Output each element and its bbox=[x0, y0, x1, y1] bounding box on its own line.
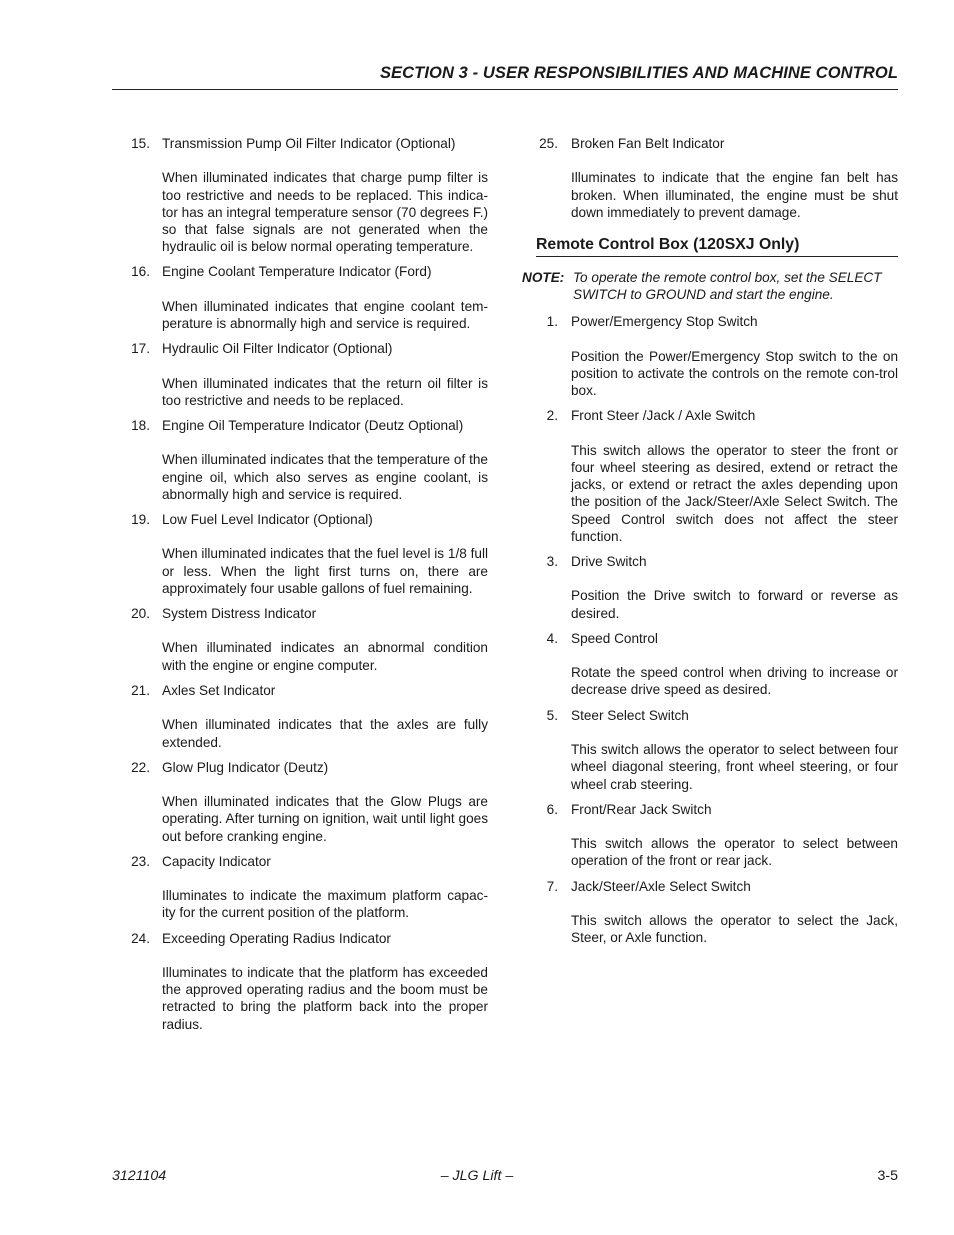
item-title: Broken Fan Belt Indicator bbox=[571, 136, 725, 151]
list-item bbox=[520, 313, 898, 399]
item-number: 23. bbox=[131, 853, 150, 869]
item-description: When illuminated indicates that the fuel level is 1/8 full or less. When the light first turns on, there are approximately four usable gallons of fuel remaining. bbox=[162, 546, 488, 596]
item-description: Position the Power/Emergency Stop switch to the on position to activate the controls on the remote con-trol box. bbox=[571, 348, 898, 399]
item-description: This switch allows the operator to steer the front or four wheel steering as desired, extend or retract the jacks, or extend or retract the axles depending upon the position of the Jack/Steer/Axle Select Switch. The Speed Control switch does not affect the steer function. bbox=[571, 442, 898, 544]
item-description: This switch allows the operator to select between operation of the front or rear jack. bbox=[571, 836, 898, 869]
list-item bbox=[520, 407, 898, 545]
item-description: Illuminates to indicate that the platform has exceeded the approved operating radius and the boom must be retracted to bring the platform back into the proper radius. bbox=[162, 964, 488, 1032]
footer-page-number: 3-5 bbox=[877, 1168, 898, 1184]
item-number: 22. bbox=[131, 759, 150, 775]
list-item bbox=[126, 511, 488, 597]
item-description: This switch allows the operator to select between four wheel diagonal steering, front wheel steering, or four wheel crab steering. bbox=[571, 742, 898, 792]
item-title: Steer Select Switch bbox=[571, 707, 689, 723]
item-number: 24. bbox=[131, 930, 150, 946]
item-title: Low Fuel Level Indicator (Optional) bbox=[162, 512, 373, 528]
item-title: Glow Plug Indicator (Deutz) bbox=[162, 759, 329, 775]
list-item bbox=[520, 135, 898, 221]
list-item bbox=[520, 878, 898, 947]
item-number: 18. bbox=[131, 418, 150, 434]
note-text: To operate the remote control box, set the SELECT SWITCH to GROUND and start the engine. bbox=[573, 270, 882, 303]
list-item bbox=[126, 605, 488, 674]
note-label: NOTE: bbox=[522, 270, 565, 286]
item-description: Illuminates to indicate that the engine fan belt has broken. When illuminated, the engine must be shut down immediately to prevent damage. bbox=[571, 170, 898, 220]
item-number: 5. bbox=[546, 707, 558, 723]
item-number: 17. bbox=[131, 341, 150, 357]
list-item bbox=[126, 340, 488, 409]
item-number: 25. bbox=[539, 136, 558, 151]
item-description: Illuminates to indicate the maximum platform capac-ity for the current position of the platform. bbox=[162, 888, 488, 921]
item-number: 2. bbox=[546, 408, 558, 424]
item-title: Jack/Steer/Axle Select Switch bbox=[571, 878, 751, 894]
note-block bbox=[520, 269, 898, 303]
item-number: 15. bbox=[131, 136, 150, 151]
item-number: 7. bbox=[546, 878, 558, 894]
item-title: Front/Rear Jack Switch bbox=[571, 801, 712, 817]
item-number: 3. bbox=[546, 554, 558, 570]
item-description: This switch allows the operator to select the Jack, Steer, or Axle function. bbox=[571, 912, 898, 946]
item-title: Engine Coolant Temperature Indicator (Ford) bbox=[162, 264, 432, 280]
item-title: Power/Emergency Stop Switch bbox=[571, 314, 758, 330]
item-number: 1. bbox=[546, 314, 558, 330]
footer-brand: – JLG Lift – bbox=[440, 1168, 514, 1184]
list-item bbox=[126, 417, 488, 503]
list-item bbox=[126, 853, 488, 922]
item-description: When illuminated indicates an abnormal condition with the engine or engine computer. bbox=[162, 640, 488, 673]
item-title: Hydraulic Oil Filter Indicator (Optional) bbox=[162, 341, 393, 357]
item-title: Front Steer /Jack / Axle Switch bbox=[571, 408, 756, 424]
item-title: Drive Switch bbox=[571, 554, 647, 570]
right-column bbox=[520, 135, 898, 954]
list-item bbox=[520, 630, 898, 699]
item-description: Position the Drive switch to forward or reverse as desired. bbox=[571, 588, 898, 621]
item-number: 21. bbox=[131, 682, 150, 698]
list-item bbox=[520, 801, 898, 870]
list-item bbox=[126, 759, 488, 845]
item-number: 6. bbox=[546, 801, 558, 817]
list-item bbox=[126, 930, 488, 1033]
item-title: Speed Control bbox=[571, 630, 658, 646]
item-description: When illuminated indicates that charge pump filter is too restrictive and needs to be replaced. This indica-tor has an integral temperature sensor (70 degrees F.) so that false signals are not generated when the hydraulic oil is below normal operating temperature. bbox=[162, 170, 488, 255]
item-number: 20. bbox=[131, 606, 150, 622]
item-title: Capacity Indicator bbox=[162, 853, 271, 869]
item-number: 4. bbox=[546, 630, 558, 646]
list-item bbox=[520, 553, 898, 622]
list-item bbox=[520, 707, 898, 793]
item-title: Transmission Pump Oil Filter Indicator (Optional) bbox=[162, 136, 456, 151]
item-title: System Distress Indicator bbox=[162, 606, 317, 622]
item-title: Axles Set Indicator bbox=[162, 682, 276, 698]
item-description: When illuminated indicates that engine coolant tem-perature is abnormally high and service is required. bbox=[162, 298, 488, 332]
item-number: 16. bbox=[131, 264, 150, 280]
item-description: When illuminated indicates that the axles are fully extended. bbox=[162, 717, 488, 750]
item-description: When illuminated indicates that the Glow Plugs are operating. After turning on ignition, wait until light goes out before cranking engine. bbox=[162, 794, 488, 844]
section-title: SECTION 3 - USER RESPONSIBILITIES AND MACHINE CONTROL bbox=[379, 64, 898, 82]
section-heading: Remote Control Box (120SXJ Only) bbox=[536, 235, 898, 257]
item-description: When illuminated indicates that the temperature of the engine oil, which also serves as engine coolant, is abnormally high and service is required. bbox=[162, 452, 488, 502]
list-item bbox=[126, 682, 488, 751]
footer-doc-number: 3121104 bbox=[112, 1168, 167, 1184]
item-title: Exceeding Operating Radius Indicator bbox=[162, 930, 391, 946]
item-description: When illuminated indicates that the return oil filter is too restrictive and needs to be replaced. bbox=[162, 375, 488, 408]
list-item bbox=[126, 135, 488, 255]
header-divider bbox=[112, 89, 898, 90]
item-title: Engine Oil Temperature Indicator (Deutz Optional) bbox=[162, 418, 464, 434]
list-item bbox=[126, 263, 488, 332]
item-description: Rotate the speed control when driving to increase or decrease drive speed as desired. bbox=[571, 665, 898, 698]
left-column bbox=[126, 135, 488, 1041]
item-number: 19. bbox=[131, 512, 150, 528]
